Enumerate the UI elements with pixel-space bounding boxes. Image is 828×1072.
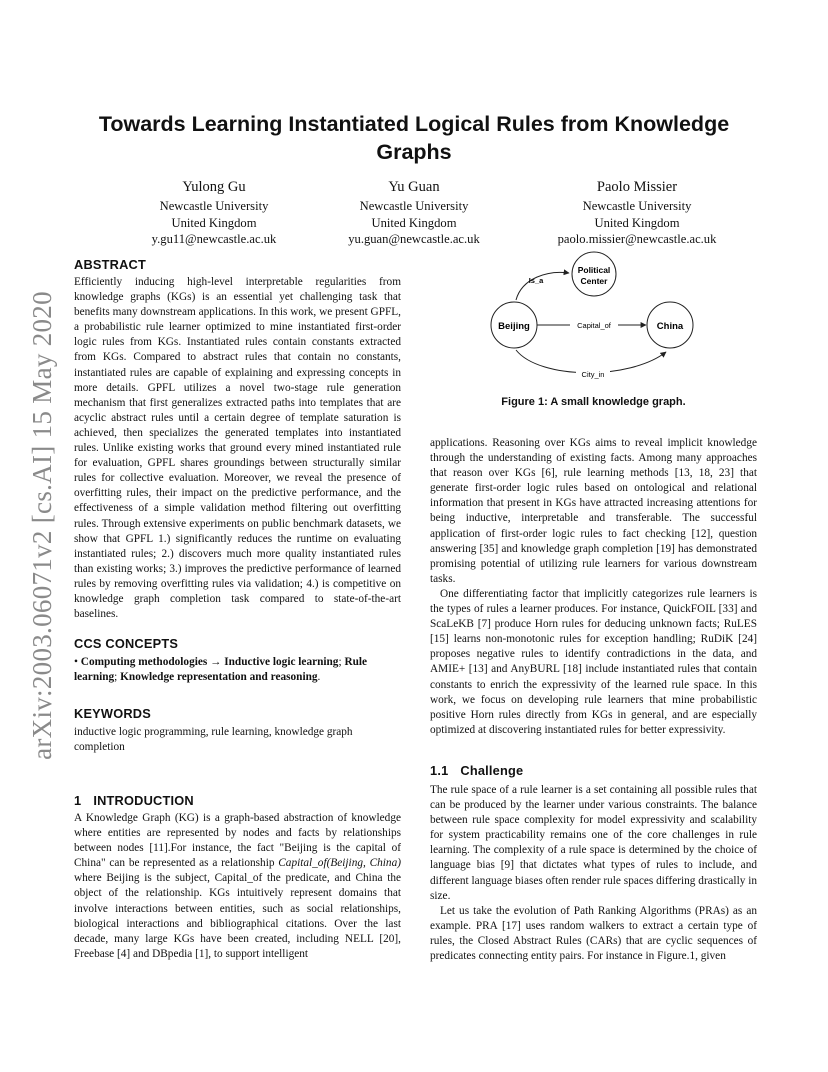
paper-title: Towards Learning Instantiated Logical Rules from Knowledge Graphs xyxy=(98,112,730,164)
edge-label-city-in: City_in xyxy=(581,370,605,379)
intro-example-fact: Capital_of(Beijing, China) xyxy=(278,857,401,870)
ccs-end: . xyxy=(317,671,321,684)
arxiv-identifier-text: arXiv:2003.06071v2 [cs.AI] 15 May 2020 xyxy=(26,290,57,760)
challenge-paragraph-1: The rule space of a rule learner is a set containing all possible rules that can be produced by the learner under various constraints. The balance between rule space complexity for model expressivity and scalability for system practicability remains one of the core challenges in rule learning. The complexity of a rule space is determined by the choice of language bias [9] that dictates what types of rules to include, and different language biases often render rule spaces differing drastically in size. xyxy=(430,784,757,902)
figure-caption: Figure 1: A small knowledge graph. xyxy=(501,396,686,408)
author-affiliation: Newcastle University xyxy=(159,199,269,213)
introduction-body xyxy=(74,811,401,962)
ccs-arrow: → xyxy=(210,656,222,668)
right-paragraph-1: applications. Reasoning over KGs aims to reveal implicit knowledge through the understanding of existing facts. Among many approaches that reason over KGs [6], rule learning methods [13, 18, 23] that generate first-order logic rules based on ontological and relational information that present in KGs have attracted increasing attentions for being inductive, interpretable and transferable. The successful application of first-order logic rules to fact checking [12], question answering [35] and knowledge graph completion [19] has demonstrated promising potential of utilizing rule learners for various downstream tasks. xyxy=(430,437,757,585)
ccs-bullet: • xyxy=(74,656,78,668)
figure-knowledge-graph xyxy=(430,248,757,388)
ccs-term-computing-methodologies: Computing methodologies xyxy=(80,656,208,668)
author-country: United Kingdom xyxy=(171,215,257,230)
section-title: Challenge xyxy=(460,763,524,778)
keywords-text: inductive logic programming, rule learning, knowledge graph completion xyxy=(74,726,353,754)
author-3 xyxy=(517,178,757,248)
ccs-term-knowledge-representation: Knowledge representation and reasoning xyxy=(120,671,318,684)
introduction-heading xyxy=(74,793,401,808)
author-2 xyxy=(294,178,534,248)
keywords-body xyxy=(74,725,401,755)
edge-label-is-a: Is_a xyxy=(528,276,544,285)
ccs-separator: ; xyxy=(338,656,345,668)
edge-label-capital-of: Capital_of xyxy=(577,321,611,330)
abstract-text: Efficiently inducing high-level interpretable regularities from knowledge graphs (KGs) is an essential yet challenging task that benefits many downstream applications. In this work, we present GPFL, a probabilistic rule learner optimized to mine instantiated first-order logic rules from KGs. Instantiated rules contain constants extracted from KGs. Compared to abstract rules that contain no constants, instantiated rules are capable of explaining and expressing concepts in more details. GPFL utilizes a novel two-stage rule generation mechanism that first generalizes extracted paths into templates that are acyclic abstract rules until a certain degree of template saturation is achieved, then specializes the generated templates into instantiated rules. Unlike existing works that ground every mined instantiated rule for evaluation, GPFL shares groundings between structurally similar rules for collective evaluation. Moreover, we reveal the presence of overfitting rules, their impact on the predictive performance, and the effectiveness of a simple validation method filtering out overfitting rules. Through extensive experiments on public benchmark datasets, we show that GPFL 1.) significantly reduces the runtime on evaluating instantiated rules; 2.) discovers much more quality instantiated rules than existing works; 3.) improves the predictive performance of learned rules by removing overfitting rules via validation; 4.) is competitive on knowledge graph completion task compared to state-of-the-art baselines. xyxy=(74,276,401,621)
abstract-body xyxy=(74,275,401,622)
node-label-beijing: Beijing xyxy=(498,321,530,332)
node-label-center: Center xyxy=(580,276,608,286)
intro-text-b: where Beijing is the subject, Capital_of the predicate, and China the object of the relationship. KGs intuitively represent domains that involve interactions between entities, such as social relationships, biological interactions and bibliographical citations. Over the last decade, many large KGs have been created, including NELL [20], Freebase [4] and DBpedia [1], to support intelligent xyxy=(74,872,401,960)
author-name: Paolo Missier xyxy=(596,179,678,195)
ccs-concepts xyxy=(74,655,401,685)
section-title: INTRODUCTION xyxy=(93,793,194,808)
right-paragraph-2: One differentiating factor that implicitly categorizes rule learners is the types of rules a learner produces. For instance, QuickFOIL [33] and ScaLeKB [7] produce Horn rules for deducing unknown facts; RuLES [15] learns non-monotonic rules for exception handling; RuDiK [24] proposes negative rules to identify contradictions in the data, and AMIE+ [13] and AnyBURL [18] include instantiated rules that contain constants to enrich the expressivity of the learned rule space. In this work, we focus on developing rule learners that mine probabilistic positive Horn rules directly from KGs in general, and are especially optimized at discovering instantiated rules for better expressivity. xyxy=(430,587,757,736)
author-name: Yulong Gu xyxy=(182,179,246,195)
ccs-term-inductive-logic: Inductive logic learning xyxy=(224,656,339,668)
author-country: United Kingdom xyxy=(371,215,457,230)
author-email: paolo.missier@newcastle.ac.uk xyxy=(557,232,717,246)
challenge-body xyxy=(430,783,757,964)
author-email: yu.guan@newcastle.ac.uk xyxy=(348,232,480,246)
ccs-separator: ; xyxy=(114,671,121,684)
challenge-heading xyxy=(430,763,757,778)
author-name: Yu Guan xyxy=(388,179,440,195)
ccs-term-rule-learning: Rule learning xyxy=(74,656,368,684)
node-label-political: Political xyxy=(577,265,611,275)
knowledge-graph-diagram xyxy=(430,248,757,388)
author-affiliation: Newcastle University xyxy=(359,199,469,213)
intro-text-a: A Knowledge Graph (KG) is a graph-based abstraction of knowledge where entities are represented by nodes and facts by relationships between nodes [11].For instance, the fact "Beijing is the capital of China" can be represented as a relationship xyxy=(74,812,401,870)
ccs-heading: CCS CONCEPTS xyxy=(74,636,179,651)
section-number: 1 xyxy=(74,793,82,808)
author-affiliation: Newcastle University xyxy=(582,199,692,213)
author-email: y.gu11@newcastle.ac.uk xyxy=(151,232,277,246)
challenge-paragraph-2: Let us take the evolution of Path Ranking Algorithms (PRAs) as an example. PRA [17] uses random walkers to extract a certain type of rules, the Closed Abstract Rules (CARs) that are cyclic sequences of predicates connecting entity pairs. For instance in Figure.1, given xyxy=(430,904,757,963)
arxiv-identifier xyxy=(22,285,62,765)
node-label-china: China xyxy=(656,321,684,332)
keywords-heading: KEYWORDS xyxy=(74,706,151,721)
author-country: United Kingdom xyxy=(594,215,680,230)
section-number: 1.1 xyxy=(430,763,449,778)
abstract-heading: ABSTRACT xyxy=(74,257,146,272)
right-column-body xyxy=(430,436,757,738)
